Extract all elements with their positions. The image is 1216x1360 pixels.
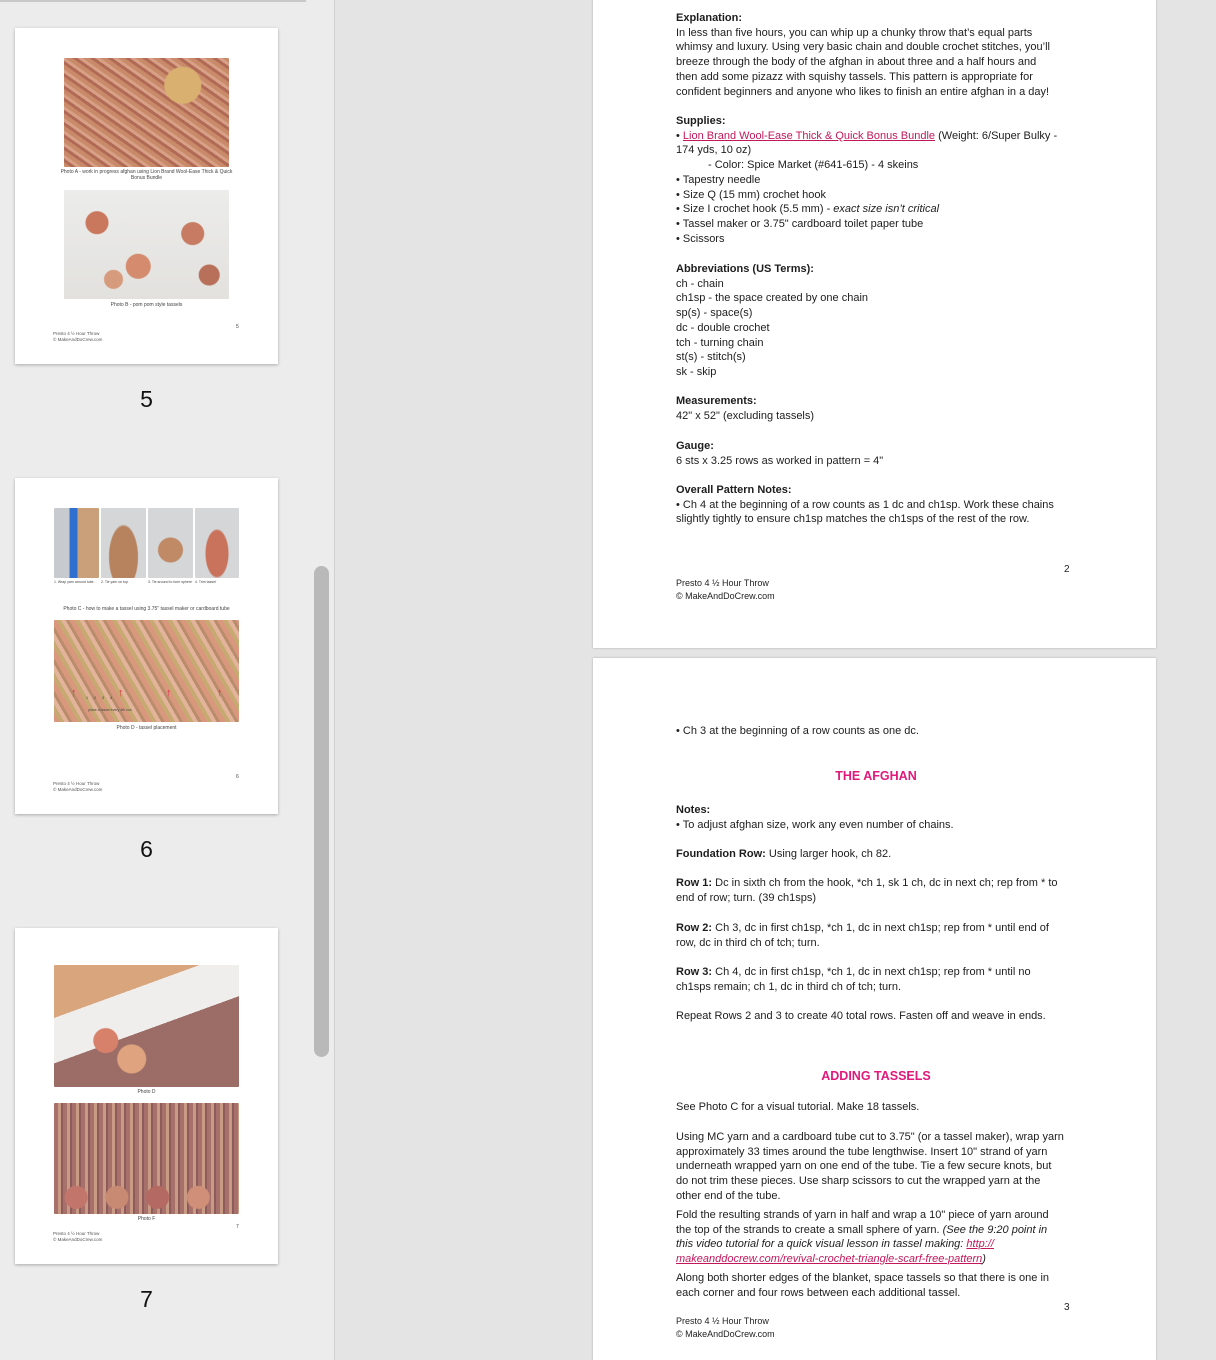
row-1-instruction — [676, 876, 1076, 905]
notes-heading: Notes: — [676, 804, 711, 816]
supply-item: • Size Q (15 mm) crochet hook — [676, 188, 826, 201]
measurements-text: 42" x 52" (excluding tassels) — [676, 409, 815, 422]
body-line: Using MC yarn and a cardboard tube cut to 3.75" (or a tassel maker), wrap yarn — [676, 1131, 1064, 1143]
document-page-2 — [593, 0, 1156, 648]
abbreviation-item: ch - chain — [676, 277, 724, 290]
supply-item — [676, 202, 1076, 217]
row-text: row, dc in third ch of tch; turn. — [676, 936, 820, 949]
row-text: ch1sps remain; ch 1, dc in third ch of tch; turn. — [676, 980, 901, 993]
supply-item: • Lion Brand Wool-Ease Thick & Quick Bonus Bundle (Weight: 6/Super Bulky - — [676, 129, 1058, 142]
placement-arrow-icon: ↑ — [71, 687, 77, 699]
step-caption: 3. Tie around to form sphere — [148, 580, 192, 584]
photo-e-image — [54, 965, 239, 1087]
supplies-section — [676, 114, 1076, 246]
row-text: end of row; turn. (39 ch1sps) — [676, 891, 817, 904]
foundation-row — [676, 847, 1076, 862]
photo-c-step-3-image — [148, 508, 193, 578]
body-line: do not trim these pieces. Use sharp scissors to cut the wrapped yarn at the — [676, 1175, 1041, 1188]
placement-note: place a tassel every 4th row — [88, 708, 132, 712]
photo-c-caption: Photo C - how to make a tassel using 3.75" tassel maker or cardboard tube — [63, 606, 230, 612]
placement-arrow-icon: ↑ — [166, 687, 172, 699]
page-number: 2 — [1064, 564, 1070, 575]
thumb-footer — [53, 1231, 102, 1242]
step-caption: 2. Tie yarn on top — [101, 580, 129, 584]
sidebar-scrollbar-thumb[interactable] — [314, 566, 329, 1057]
thumbnail-page-5[interactable] — [15, 28, 278, 364]
photo-e-caption: Photo D — [137, 1089, 156, 1095]
body-line: In less than five hours, you can whip up a chunky throw that’s equal parts — [676, 26, 1033, 39]
supply-item: • Tapestry needle — [676, 173, 761, 186]
pattern-notes-heading: Overall Pattern Notes: — [676, 484, 792, 496]
afghan-section-title: THE AFGHAN — [835, 769, 917, 783]
pattern-notes-section — [676, 483, 1076, 527]
row-text: Ch 4, dc in first ch1sp, *ch 1, dc in next ch1sp; rep from * until no — [712, 966, 1031, 978]
thumb-page-mark: 5 — [236, 324, 239, 330]
abbreviation-item: ch1sp - the space created by one chain — [676, 292, 869, 305]
page-footer — [676, 577, 775, 603]
measurements-heading: Measurements: — [676, 395, 757, 407]
explanation-heading: Explanation: — [676, 12, 743, 24]
thumbnail-page-number: 6 — [140, 836, 153, 862]
body-line: whimsy and luxury. Using very basic chain and double crochet stitches, you’ll — [676, 41, 1050, 54]
thumbnail-page-6[interactable] — [15, 478, 278, 814]
placement-arrow-icon: ↑ — [118, 687, 124, 699]
thumb-footer-site: © MakeAndDoCrew.com — [53, 786, 103, 792]
supplies-heading: Supplies: — [676, 115, 726, 127]
body-line: breeze through the body of the afghan in about three and a half hours and — [676, 56, 1037, 69]
ch3-note: • Ch 3 at the beginning of a row counts as one dc. — [676, 725, 919, 737]
gauge-text: 6 sts x 3.25 rows as worked in pattern = 4" — [676, 454, 884, 467]
video-tutorial-link[interactable]: http:// — [966, 1238, 994, 1251]
thumb-footer-title: Presto 4 ½ Hour Throw — [53, 1231, 100, 1236]
photo-f-caption: Photo F — [137, 1216, 156, 1222]
thumbnail-sidebar — [0, 0, 335, 1360]
abbreviation-item: tch - turning chain — [676, 336, 764, 349]
footer-site: © MakeAndDoCrew.com — [676, 591, 775, 601]
tassel-paragraph-2 — [676, 1208, 1076, 1267]
photo-a-caption: Photo A - work in progress afghan using Lion Brand Wool-Ease Thick & Quick Bonus Bundle — [60, 169, 233, 181]
thumbnail-page-number: 7 — [140, 1286, 153, 1312]
video-note: (See the 9:20 point in — [942, 1223, 1048, 1236]
body-line: • Ch 4 at the beginning of a row counts as 1 dc and ch1sp. Work these chains — [676, 498, 1054, 511]
thumb-footer-title: Presto 4 ½ Hour Throw — [53, 781, 100, 786]
step-caption: 1. Wrap yarn around tube — [54, 580, 94, 584]
row-text: Dc in sixth ch from the hook, *ch 1, sk 1 ch, dc in next ch; rep from * to — [712, 877, 1058, 889]
abbreviation-item: dc - double crochet — [676, 321, 770, 334]
sidebar-top-divider — [0, 0, 306, 2]
explanation-section — [676, 11, 1076, 99]
photo-a-afghan-image — [64, 58, 229, 167]
placement-arrow-icon: ↑ — [217, 687, 223, 699]
tassel-paragraph-1 — [676, 1130, 1076, 1204]
supply-hook-i: • Size I crochet hook (5.5 mm) - — [676, 203, 834, 216]
placement-number: 1 — [85, 695, 89, 700]
body-line: slightly tightly to ensure ch1sp matches the ch1sps of the rest of the row. — [676, 513, 1030, 526]
row-label: Row 2: — [676, 922, 713, 934]
supply-hook-note: exact size isn’t critical — [833, 203, 940, 216]
abbreviation-item: st(s) - stitch(s) — [676, 351, 746, 364]
placement-number: 4 — [109, 695, 113, 700]
thumb-footer-site: © MakeAndDoCrew.com — [53, 1236, 103, 1242]
video-note: this video tutorial for a quick visual lesson in tassel making: — [676, 1238, 967, 1251]
tassels-section-title: ADDING TASSELS — [821, 1069, 931, 1083]
photo-b-tassels-image — [64, 190, 229, 299]
measurements-section — [676, 394, 1076, 423]
supply-item: • Scissors — [676, 232, 725, 245]
photo-c-step-4-image — [195, 508, 239, 578]
body-line: Fold the resulting strands of yarn in half and wrap a 10" piece of yarn around — [676, 1209, 1049, 1221]
abbreviation-item: sk - skip — [676, 365, 717, 378]
abbreviations-section — [676, 262, 1076, 380]
body-line: Along both shorter edges of the blanket, space tassels so that there is one in — [676, 1272, 1050, 1284]
footer-site: © MakeAndDoCrew.com — [676, 1329, 775, 1339]
thumb-footer-title: Presto 4 ½ Hour Throw — [53, 331, 100, 336]
row-2-instruction — [676, 921, 1076, 950]
supply-item: • Tassel maker or 3.75" cardboard toilet paper tube — [676, 217, 924, 230]
supply-weight: (Weight: 6/Super Bulky - — [935, 129, 1058, 142]
afghan-notes — [676, 803, 1076, 832]
abbreviations-heading: Abbreviations (US Terms): — [676, 263, 814, 275]
video-note-close: ) — [982, 1253, 986, 1266]
thumbnail-page-7[interactable] — [15, 928, 278, 1264]
thumb-footer-site: © MakeAndDoCrew.com — [53, 336, 103, 342]
body-line: approximately 33 times around the tube lengthwise. Insert 10" strand of yarn — [676, 1145, 1048, 1158]
row-text: Ch 3, dc in first ch1sp, *ch 1, dc in next ch1sp; rep from * until end of — [712, 922, 1049, 934]
body-line: each corner and four rows between each additional tassel. — [676, 1286, 961, 1299]
footer-title: Presto 4 ½ Hour Throw — [676, 578, 769, 588]
document-page-3 — [593, 658, 1156, 1360]
placement-number: 3 — [101, 695, 105, 700]
gauge-heading: Gauge: — [676, 440, 714, 452]
step-caption: 4. Trim tassel — [195, 580, 216, 584]
row-label: Row 1: — [676, 877, 713, 889]
notes-text: • To adjust afghan size, work any even number of chains. — [676, 818, 954, 831]
tassel-paragraph-3 — [676, 1271, 1076, 1300]
thumb-page-mark: 6 — [236, 774, 239, 780]
foundation-label: Foundation Row: — [676, 848, 766, 860]
thumb-page-mark: 7 — [236, 1224, 239, 1230]
repeat-instruction: Repeat Rows 2 and 3 to create 40 total rows. Fasten off and weave in ends. — [676, 1010, 1046, 1022]
row-label: Row 3: — [676, 966, 713, 978]
body-line: other end of the tube. — [676, 1189, 781, 1202]
photo-b-caption: Photo B - pom pom style tassels — [110, 302, 183, 308]
thumb-footer — [53, 331, 102, 342]
photo-d-caption: Photo D - tassel placement — [116, 725, 177, 731]
row-3-instruction — [676, 965, 1076, 994]
abbreviation-item: sp(s) - space(s) — [676, 307, 753, 320]
thumb-footer — [53, 781, 102, 792]
footer-title: Presto 4 ½ Hour Throw — [676, 1316, 769, 1326]
body-line: underneath wrapped yarn on one end of the tube. Tie a few secure knots, but — [676, 1160, 1052, 1173]
thumbnail-page-number: 5 — [140, 386, 153, 412]
photo-c-step-2-image — [101, 508, 146, 578]
photo-c-step-1-image — [54, 508, 99, 578]
yarn-product-link[interactable]: Lion Brand Wool-Ease Thick & Quick Bonus Bundle — [682, 129, 936, 142]
page-footer — [676, 1315, 775, 1341]
placement-number: 2 — [93, 695, 97, 700]
foundation-text: Using larger hook, ch 82. — [765, 848, 892, 860]
supply-color: - Color: Spice Market (#641-615) - 4 skeins — [708, 159, 919, 172]
body-line: the top of the strands to create a small sphere of yarn. — [676, 1223, 943, 1236]
photo-f-image — [54, 1103, 239, 1214]
page-number: 3 — [1064, 1302, 1070, 1313]
tassel-intro: See Photo C for a visual tutorial. Make 18 tassels. — [676, 1101, 920, 1113]
body-line: confident beginners and anyone who likes to finish an entire afghan in a day! — [676, 85, 1050, 98]
gauge-section — [676, 439, 1076, 468]
supply-item: 174 yds, 10 oz) — [676, 144, 752, 157]
video-tutorial-link[interactable]: makeanddocrew.com/revival-crochet-triangle-scarf-free-pattern — [676, 1253, 983, 1266]
body-line: then add some pizazz with squishy tassels. This pattern is appropriate for — [676, 70, 1033, 83]
